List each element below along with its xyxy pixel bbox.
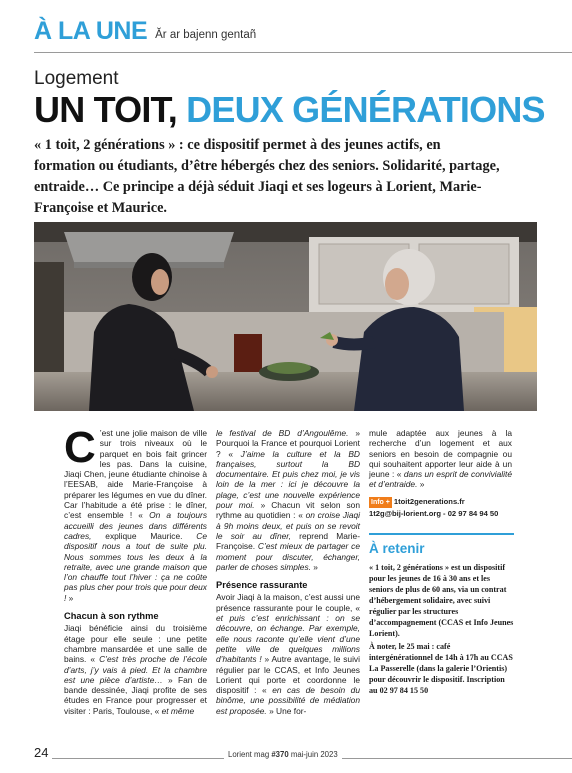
text-run: » Chacun vit selon son rythme au quotidien : « — [216, 500, 360, 521]
quote-run: J’aime la culture et la BD françaises, surtout la BD documentaire. Et puis chez moi, je vis loin de la mer : ici je découvre la plage, c’est une nouvelle expérience pour moi. — [216, 448, 360, 511]
aretenir-title: À retenir — [369, 541, 425, 556]
info-website-link[interactable]: 1toit2generations.fr — [393, 496, 465, 506]
quote-run: on croise Jiaqi à 9h moins deux, et puis on se revoit le soir au dîner, — [216, 510, 360, 541]
footer-mag-name: Lorient mag — [228, 750, 272, 759]
article-kicker: Logement — [34, 68, 119, 89]
paragraph-bd — [216, 428, 360, 572]
section-subtitle: Ăr ar bajenn gentañ — [155, 29, 257, 41]
aretenir-box — [369, 533, 514, 698]
article-column-3 — [369, 428, 512, 519]
section-header — [34, 10, 256, 46]
footer-date: mai-juin 2023 — [288, 750, 338, 759]
text-run: explique Maurice. — [91, 530, 197, 541]
quote-run: C’est très proche de l’école d’arts, j’y vais à pied. Et la chambre est une pièce d’artiste… — [64, 654, 207, 685]
kitchen-photo-illustration — [34, 222, 537, 411]
page-number: 24 — [34, 745, 52, 760]
text-run: » Pourquoi la France et pourquoi Lorient ? « — [216, 428, 360, 459]
paragraph-presence — [216, 592, 360, 716]
text-run: » Fan de bande dessinée, Jiaqi profite de ses études en France pour progresser et visiter : Paris, Toulouse, « — [64, 674, 207, 716]
aretenir-body — [369, 562, 514, 696]
aretenir-paragraph-1: « 1 toit, 2 générations » est un dispositif pour les jeunes de 16 à 30 ans et les seniors de plus de 60 ans, via un contrat d’hébergement solidaire, avec suivi régulier par les structures d’accompagnement (CCAS et Info Jeunes Lorient). — [369, 563, 514, 638]
info-badge: Info + — [371, 498, 390, 506]
drop-cap: C — [64, 423, 96, 472]
quote-run: et puis c’est enrichissant : on se découvre, on échange. Par exemple, elle nous raconte qu’elle vient d’une petite ville de quelques millions d’habitants ! — [216, 613, 360, 665]
text-run: » — [310, 561, 318, 572]
text-run: Avoir Jiaqi à la maison, c’est aussi une présence rassurante pour le couple, « — [216, 592, 360, 613]
text-run: » Une for- — [266, 705, 307, 716]
header-divider — [34, 52, 572, 53]
quote-run: le festival de BD d’Angoulême. — [216, 428, 349, 438]
quote-run: dans un esprit de convivialité et d’entraide. — [369, 469, 512, 490]
footer-issue: #370 — [271, 750, 289, 759]
quote-run: C’est mieux de partager ce moment pour discuter, échanger, parler de choses simples. — [216, 541, 360, 572]
footer-magazine — [224, 750, 342, 759]
quote-run: Ce dispositif nous a tout de suite plu. Nous sommes tous les deux à la retraite, avec une grande maison que l’on chauffe tout l’hiver : ça ne coûte pas plus cher pour trois que pour deux ! — [64, 530, 207, 603]
aretenir-paragraph-2: À noter, le 25 mai : café intergénérationnel de 14h à 17h au CCAS La Passerelle (dans la galerie l’Orientis) pour découvrir le dispositif. Inscription au 02 97 84 15 50 — [369, 642, 513, 695]
text-run: Jiaqi bénéficie ainsi du troisième étage pour elle seule : une petite chambre mansardée et une salle de bains. « — [64, 623, 207, 665]
paragraph-intro — [64, 423, 208, 603]
paragraph-formule — [369, 428, 512, 490]
paragraph-rythme — [64, 623, 207, 716]
headline-part-dark: UN TOIT, — [34, 89, 177, 130]
text-run: » — [417, 479, 425, 490]
article-column-1 — [64, 423, 208, 716]
headline-part-blue: DEUX GÉNÉRATIONS — [186, 89, 545, 130]
text-run: reprend Marie-Françoise. — [216, 530, 360, 552]
subhead-rythme: Chacun à son rythme — [64, 611, 159, 622]
info-block — [369, 496, 512, 519]
article-headline — [34, 90, 545, 130]
text-run: » Autre avantage, le suivi régulier par le CCAS, et Info Jeunes Lorient qui porte et coordonne le dispositif : « — [216, 654, 360, 696]
quote-run: et même — [161, 705, 195, 716]
article-lede: « 1 toit, 2 générations » : ce dispositif permet à des jeunes actifs, en formation ou étudiants, d’être hébergés chez des seniors. Solidarité, partage, entraide… Ce principe a déjà séduit Jiaqi et ses logeurs à Lorient, Marie-Françoise et Maurice. — [34, 137, 500, 216]
text-run: » — [66, 592, 74, 603]
article-photo — [34, 222, 537, 411]
text-run: mule adaptée aux jeunes à la recherche d’un logement et aux seniors en besoin de compagnie ou qui souhaitent apporter leur aide à un jeune : « — [369, 428, 512, 480]
info-contact[interactable]: 1t2g@bij-lorient.org - 02 97 84 94 50 — [369, 508, 499, 518]
section-title: À LA UNE — [34, 17, 148, 45]
subhead-presence: Présence rassurante — [216, 580, 308, 591]
quote-run: On a toujours accueilli des jeunes dans différents cadres, — [64, 510, 208, 541]
article-column-2 — [216, 428, 360, 716]
text-run: ’est une jolie maison de ville sur trois niveaux où le parquet en bois fait grincer les pas. Dans la cuisine, Jiaqi Chen, jeune étudiante chinoise à l’EESAB, aide Marie-Françoise à préparer les légumes en vue du dîner. Car l’habitude a été prise : le dîner, c’est ensemble ! « — [64, 428, 207, 521]
quote-run: en cas de besoin du binôme, une possibilité de médiation est proposée. — [216, 685, 360, 716]
